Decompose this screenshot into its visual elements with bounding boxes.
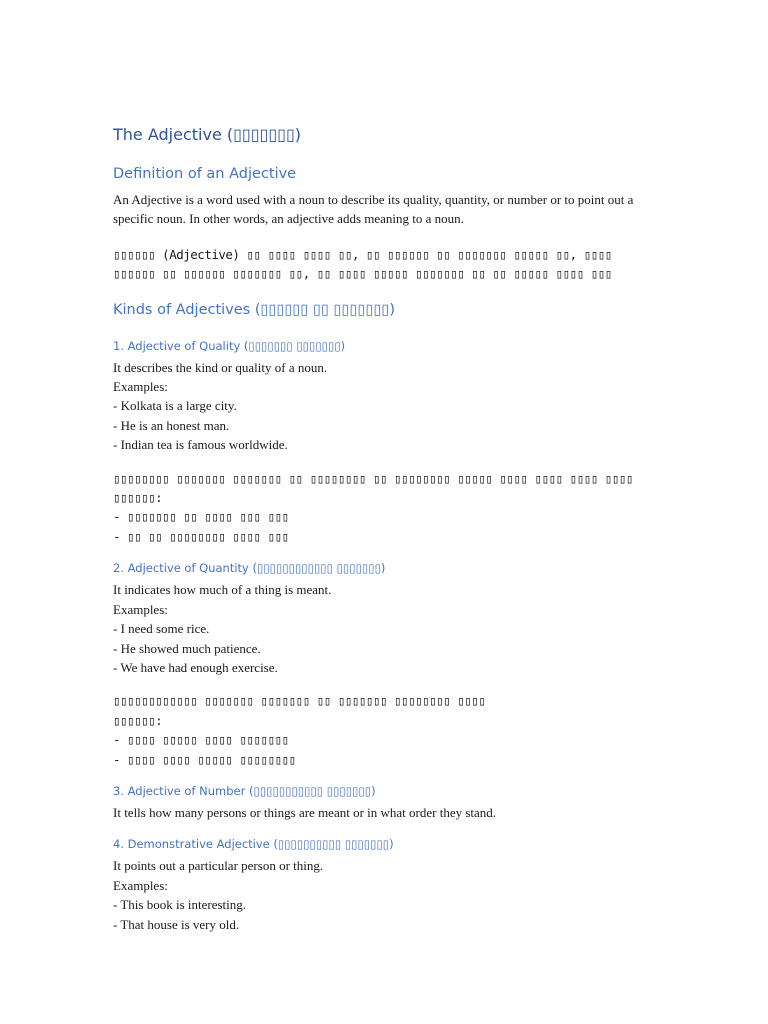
definition-hindi-paragraph bbox=[113, 245, 673, 284]
hindi-line: ▯▯▯▯▯▯▯▯▯▯▯▯ ▯▯▯▯▯▯▯ ▯▯▯▯▯▯▯ ▯▯ ▯▯▯▯▯▯▯ ▯▯▯▯▯▯▯▯ ▯▯▯▯ bbox=[113, 693, 486, 709]
hindi-line: ▯▯▯▯▯▯ ▯▯ ▯▯▯▯▯▯ ▯▯▯▯▯▯▯ ▯▯, ▯▯ ▯▯▯▯ ▯▯▯▯▯ ▯▯▯▯▯▯▯ ▯▯ ▯▯ ▯▯▯▯▯ ▯▯▯▯ ▯▯▯ bbox=[113, 266, 612, 282]
section-line: - I need some rice. bbox=[113, 621, 210, 637]
document-page bbox=[113, 124, 673, 934]
section-line: - We have had enough exercise. bbox=[113, 659, 278, 675]
section-line: Examples: bbox=[113, 877, 168, 893]
kinds-heading: Kinds of Adjectives (▯▯▯▯▯▯ ▯▯ ▯▯▯▯▯▯▯) bbox=[113, 301, 396, 318]
hindi-line: - ▯▯▯▯ ▯▯▯▯▯ ▯▯▯▯ ▯▯▯▯▯▯▯ bbox=[113, 732, 289, 748]
document-title: The Adjective (▯▯▯▯▯▯▯) bbox=[113, 125, 301, 144]
section-line: Examples: bbox=[113, 601, 168, 617]
section-heading: 3. Adjective of Number (▯▯▯▯▯▯▯▯▯▯▯ ▯▯▯▯▯▯▯) bbox=[113, 783, 376, 798]
hindi-line: - ▯▯▯▯▯▯▯ ▯▯ ▯▯▯▯ ▯▯▯ ▯▯▯ bbox=[113, 509, 289, 525]
hindi-line: - ▯▯ ▯▯ ▯▯▯▯▯▯▯▯ ▯▯▯▯ ▯▯▯ bbox=[113, 528, 289, 544]
section-line: - Indian tea is famous worldwide. bbox=[113, 437, 288, 453]
definition-paragraph: An Adjective is a word used with a noun to describe its quality, quantity, or number or to point out a specific noun. In other words, an adjective adds meaning to a noun. bbox=[113, 192, 634, 227]
section-line: Examples: bbox=[113, 379, 168, 395]
hindi-line: ▯▯▯▯▯▯: bbox=[113, 712, 163, 728]
section-heading: 4. Demonstrative Adjective (▯▯▯▯▯▯▯▯▯▯ ▯▯▯▯▯▯▯) bbox=[113, 837, 394, 852]
section-line: It describes the kind or quality of a noun. bbox=[113, 359, 328, 375]
section-line: - He is an honest man. bbox=[113, 417, 230, 433]
hindi-line: ▯▯▯▯▯▯ (Adjective) ▯▯ ▯▯▯▯ ▯▯▯▯ ▯▯, ▯▯ ▯▯▯▯▯▯ ▯▯ ▯▯▯▯▯▯▯ ▯▯▯▯▯ ▯▯, ▯▯▯▯ bbox=[113, 246, 612, 262]
section-line: - He showed much patience. bbox=[113, 640, 261, 656]
section-line: It tells how many persons or things are meant or in what order they stand. bbox=[113, 804, 497, 820]
section-line: - Kolkata is a large city. bbox=[113, 398, 237, 414]
definition-heading: Definition of an Adjective bbox=[113, 166, 297, 182]
hindi-line: ▯▯▯▯▯▯: bbox=[113, 490, 163, 506]
hindi-line: ▯▯▯▯▯▯▯▯ ▯▯▯▯▯▯▯ ▯▯▯▯▯▯▯ ▯▯ ▯▯▯▯▯▯▯▯ ▯▯ ▯▯▯▯▯▯▯▯ ▯▯▯▯▯ ▯▯▯▯ ▯▯▯▯ ▯▯▯▯ ▯▯▯▯ bbox=[113, 470, 633, 486]
section-adjective-of-number bbox=[113, 783, 673, 822]
section-heading: 2. Adjective of Quantity (▯▯▯▯▯▯▯▯▯▯▯▯ ▯▯▯▯▯▯▯) bbox=[113, 561, 386, 576]
section-line: It indicates how much of a thing is meant. bbox=[113, 582, 332, 598]
section-demonstrative-adjective bbox=[113, 836, 673, 934]
section-line: It points out a particular person or thing. bbox=[113, 858, 324, 874]
section-adjective-of-quality bbox=[113, 338, 673, 547]
section-line: - This book is interesting. bbox=[113, 897, 247, 913]
section-heading: 1. Adjective of Quality (▯▯▯▯▯▯▯ ▯▯▯▯▯▯▯) bbox=[113, 338, 346, 353]
hindi-line: - ▯▯▯▯ ▯▯▯▯ ▯▯▯▯▯ ▯▯▯▯▯▯▯▯ bbox=[113, 751, 296, 767]
section-line: - That house is very old. bbox=[113, 916, 240, 932]
section-adjective-of-quantity bbox=[113, 560, 673, 769]
